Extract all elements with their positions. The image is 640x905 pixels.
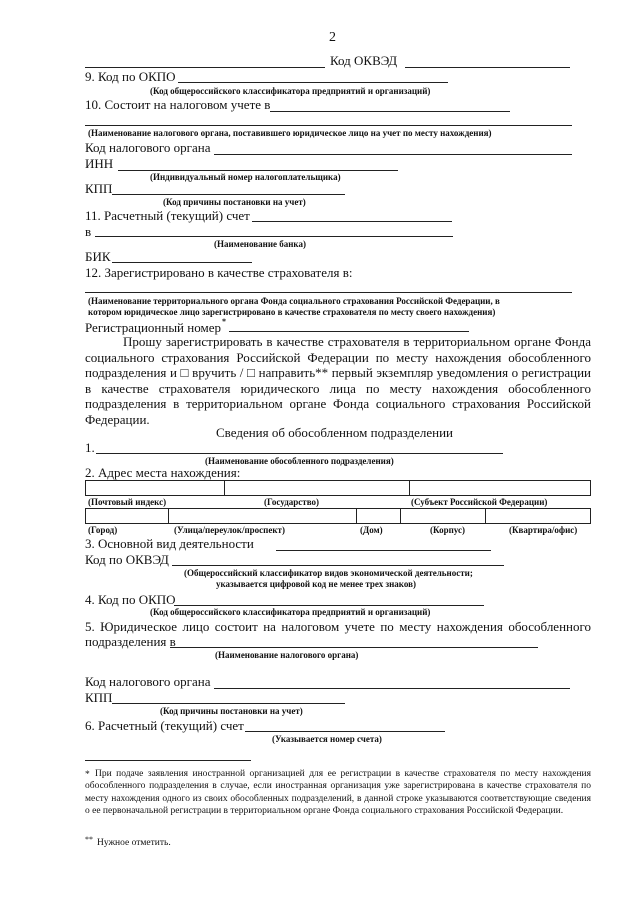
section-4-okpo-field[interactable] (174, 605, 484, 606)
footnote-1: При подаче заявления иностранной организацией для ее регистрации в качестве страхователя по месту нахождения обособленного подразделения в случае, если иностранная организация уже зарегистрирована в качестве страхователя по месту нахождения одного из своих обособленных подразделений, в данной строке указываются соответствующие сведения о ее первоначальной регистрации в территориальном органе Фонда социального страхования Российской Федерации. (85, 769, 591, 816)
address-row-2-divider-2 (356, 508, 357, 524)
section-5-line-2: подразделения в (85, 634, 176, 649)
field-12-hint-2: котором юридическое лицо зарегистрировано в качестве страхователя по месту своего нахождения) (88, 307, 496, 317)
section-1-hint: (Наименование обособленного подразделения) (205, 456, 394, 466)
section-6-hint: (Указывается номер счета) (272, 734, 382, 744)
kpp-hint: (Код причины постановки на учет) (163, 197, 306, 207)
address-row-2[interactable] (85, 508, 591, 524)
street-hint: (Улица/переулок/проспект) (174, 525, 285, 535)
footnote-2: Нужное отметить. (97, 838, 171, 848)
account-field[interactable] (252, 221, 452, 222)
request-paragraph: Прошу зарегистрировать в качестве страхователя в территориальном органе Фонда социального страхования Российской Федерации по месту нахождения обособленного подразделения и □ вручить / □ направить** первый экземпляр уведомления о регистрации в качестве страхователя юридического лица по месту нахождения обособленного подразделения в территориальном органе Фонда социального страхования Российской Федерации. (85, 334, 591, 427)
section-3-okved-label: Код по ОКВЭД (85, 552, 169, 567)
section-5-kpp-field[interactable] (112, 703, 345, 704)
country-hint: (Государство) (264, 497, 320, 507)
address-row-1-divider-2 (409, 480, 410, 496)
tax-code-field[interactable] (214, 154, 572, 155)
footnote-1-mark: * (85, 770, 90, 780)
inn-field[interactable] (118, 170, 398, 171)
fss-authority-field[interactable] (85, 292, 572, 293)
section-5-hint: (Наименование налогового органа) (215, 650, 359, 660)
inn-hint: (Индивидуальный номер налогоплательщика) (150, 172, 341, 182)
section-5-kpp-label: КПП (85, 690, 113, 705)
section-3-label: 3. Основной вид деятельности (85, 536, 254, 551)
subdivision-name-field[interactable] (96, 453, 503, 454)
section-3-hint-2: указывается цифровой код не менее трех знаков) (216, 579, 416, 589)
reg-number-label: Регистрационный номер (85, 320, 221, 335)
field-12-label: 12. Зарегистрировано в качестве страхователя в: (85, 265, 353, 280)
tax-authority-field-line2[interactable] (85, 125, 572, 126)
section-6-account-field[interactable] (245, 731, 445, 732)
field-9-label: 9. Код по ОКПО (85, 69, 176, 84)
house-hint: (Дом) (360, 525, 383, 535)
reg-number-mark: * (222, 317, 226, 326)
section-5-line-1: 5. Юридическое лицо состоит на налоговом учете по месту нахождения обособленного (85, 619, 591, 634)
section-5-kpp-hint: (Код причины постановки на учет) (160, 706, 303, 716)
apartment-hint: (Квартира/офис) (509, 525, 578, 535)
section-title: Сведения об обособленном подразделении (216, 425, 454, 440)
address-row-1-divider-1 (224, 480, 225, 496)
section-5-tax-code-label: Код налогового органа (85, 674, 211, 689)
field-12-hint-1: (Наименование территориального органа Фонда социального страхования Российской Федерации, в (88, 296, 500, 306)
city-hint: (Город) (88, 525, 118, 535)
section-1-label: 1. (85, 440, 95, 455)
field-11-label: 11. Расчетный (текущий) счет (85, 208, 250, 223)
footnote-separator (85, 760, 251, 761)
section-2-label: 2. Адрес места нахождения: (85, 465, 241, 480)
okved-top-blank[interactable] (85, 67, 325, 68)
section-3-hint-1: (Общероссийский классификатор видов экономической деятельности; (184, 568, 473, 578)
building-hint: (Корпус) (430, 525, 465, 535)
main-activity-field[interactable] (276, 550, 491, 551)
inn-label: ИНН (85, 156, 114, 171)
field-10-hint: (Наименование налогового органа, поставившего юридическое лицо на учет по месту нахождения) (88, 128, 492, 138)
footnote-2-mark: ** (85, 835, 93, 844)
tax-authority-field[interactable] (270, 111, 510, 112)
reg-number-field[interactable] (229, 331, 469, 332)
bank-prefix: в (85, 224, 92, 239)
field-10-label: 10. Состоит на налоговом учете в (85, 97, 271, 112)
field-9-hint: (Код общероссийского классификатора предприятий и организаций) (150, 86, 431, 96)
region-hint: (Субъект Российской Федерации) (411, 497, 548, 507)
okved-top-label: Код ОКВЭД (330, 53, 398, 68)
tax-code-label: Код налогового органа (85, 140, 211, 155)
bik-field[interactable] (112, 262, 252, 263)
page-number: 2 (329, 30, 336, 45)
section-6-label: 6. Расчетный (текущий) счет (85, 718, 244, 733)
address-row-2-divider-4 (485, 508, 486, 524)
kpp-label: КПП (85, 181, 113, 196)
bank-hint: (Наименование банка) (214, 239, 306, 249)
okpo-field[interactable] (178, 82, 448, 83)
okved-top-field[interactable] (405, 67, 570, 68)
section-5-tax-code-field[interactable] (214, 688, 570, 689)
address-row-2-divider-1 (168, 508, 169, 524)
address-row-1[interactable] (85, 480, 591, 496)
section-4-hint: (Код общероссийского классификатора предприятий и организаций) (150, 607, 431, 617)
bik-label: БИК (85, 249, 111, 264)
section-5-tax-authority-field[interactable] (170, 647, 538, 648)
bank-field[interactable] (95, 236, 453, 237)
kpp-field[interactable] (112, 194, 345, 195)
section-3-okved-field[interactable] (172, 565, 504, 566)
postal-index-hint: (Почтовый индекс) (88, 497, 167, 507)
section-4-label: 4. Код по ОКПО (85, 592, 176, 607)
address-row-2-divider-3 (400, 508, 401, 524)
